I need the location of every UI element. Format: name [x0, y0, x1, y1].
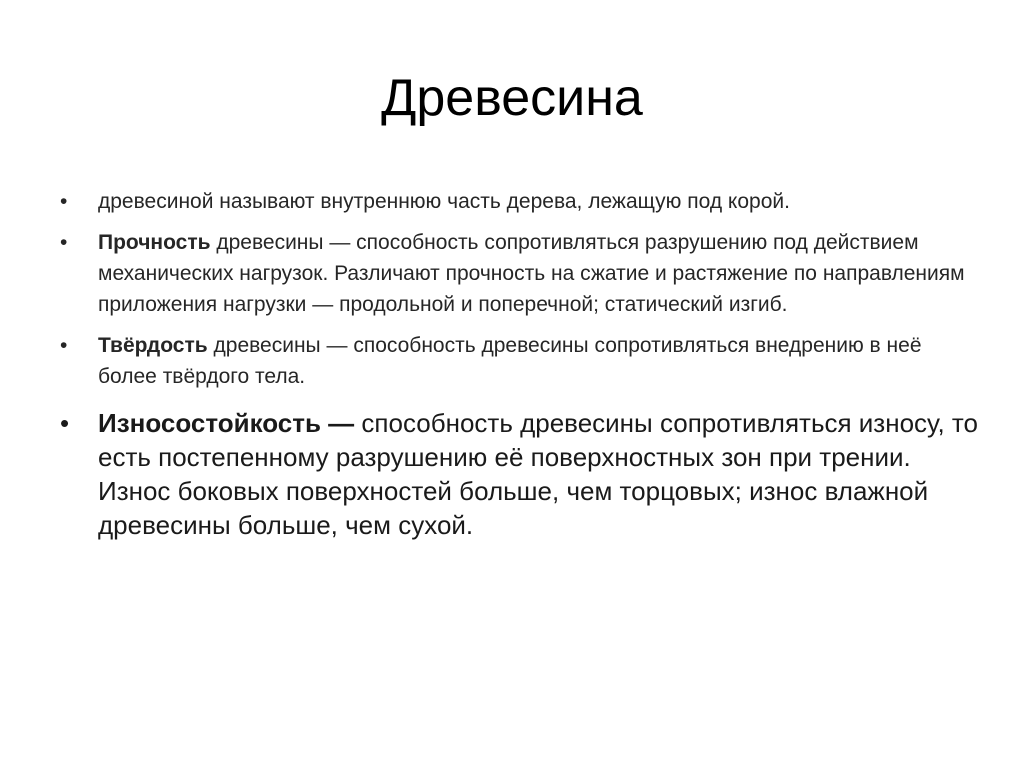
bullet-marker: • — [60, 408, 70, 438]
bullet-marker: • — [60, 334, 68, 357]
bullet-text: древесины — способность древесины сопротивляться внедрению в неё более твёрдого тела. — [98, 334, 922, 388]
bullet-text: древесины — способность сопротивляться разрушению под действием механических нагрузок. Различают прочность на сжатие и растяжение по направлениям приложения нагрузки — продольной и поперечной; статический изгиб. — [98, 231, 965, 316]
bullet-definition — [60, 186, 980, 217]
bullet-hardness — [60, 330, 980, 392]
bullet-list — [60, 186, 980, 542]
bullet-term: Износостойкость — — [98, 408, 355, 438]
bullet-text: древесиной называют внутреннюю часть дерева, лежащую под корой. — [98, 190, 790, 213]
slide-title: Древесина — [381, 69, 643, 127]
bullet-strength — [60, 227, 980, 320]
bullet-term: Твёрдость — [98, 334, 208, 357]
bullet-wear-resistance — [60, 406, 980, 542]
bullet-marker: • — [60, 231, 68, 254]
bullet-term: Прочность — [98, 231, 211, 254]
bullet-marker: • — [60, 190, 68, 213]
bullet-text: способность древесины сопротивляться износу, то есть постепенному разрушению её поверхностных зон при трении. Износ боковых поверхностей больше, чем торцовых; износ влажной древесины больше, чем сухой. — [98, 408, 978, 540]
